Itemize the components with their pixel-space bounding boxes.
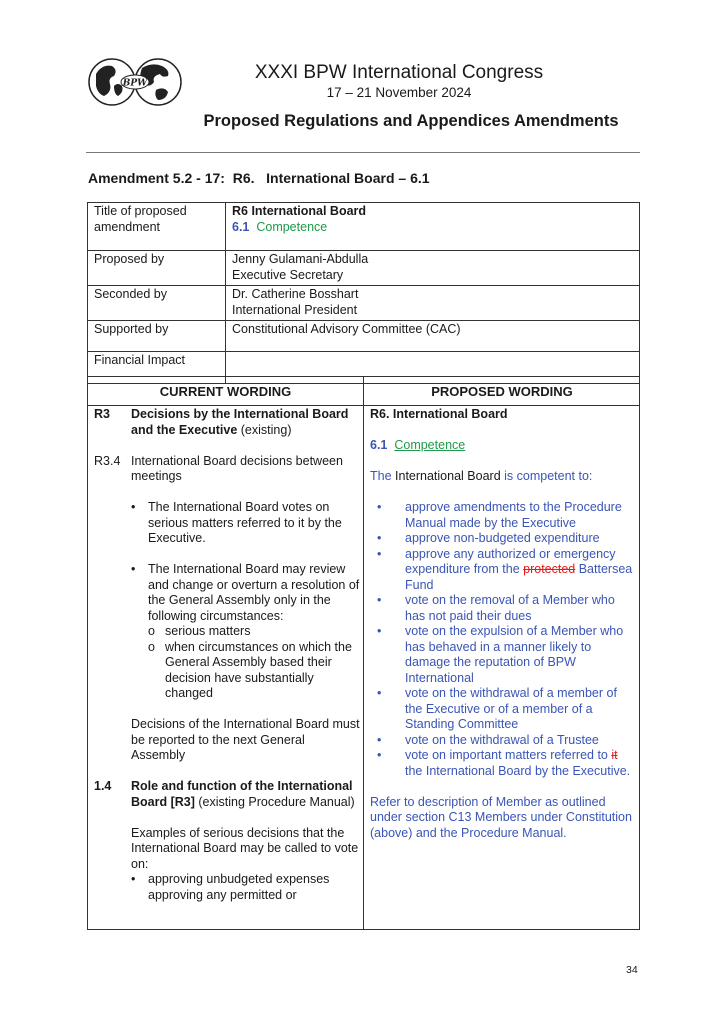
sub-list-item: o serious matters bbox=[148, 624, 251, 638]
title-value bbox=[226, 203, 640, 251]
supported-value: Constitutional Advisory Committee (CAC) bbox=[226, 321, 640, 352]
logo-text: BPW bbox=[122, 78, 148, 89]
list-item: • The International Board may review and change or overturn a resolution of the General Assembly only in the following circumstances: bbox=[131, 562, 360, 623]
seconded-value bbox=[226, 286, 640, 321]
list-item: • vote on the removal of a Member who has not paid their dues bbox=[377, 593, 615, 623]
examples-paragraph: Examples of serious decisions that the International Board may be called to vote on: bbox=[131, 825, 359, 871]
list-item: • approving unbudgeted expenses approving any permitted or bbox=[131, 872, 330, 902]
list-item: • vote on important matters referred to it the International Board by the Executive. bbox=[377, 748, 631, 778]
r6-heading: R6. International Board bbox=[370, 407, 508, 421]
s14-title: Role and function of the International Board [R3] bbox=[131, 779, 353, 809]
current-wording-column bbox=[94, 407, 360, 903]
proposed-role: Executive Secretary bbox=[232, 267, 344, 282]
page-number: 34 bbox=[626, 964, 638, 976]
supported-label: Supported by bbox=[88, 321, 226, 352]
financial-label: Financial Impact bbox=[88, 352, 226, 384]
list-item: • approve amendments to the Procedure Manual made by the Executive bbox=[377, 500, 622, 530]
column-divider bbox=[363, 377, 364, 929]
intro-line: The International Board is competent to: bbox=[370, 469, 593, 483]
list-item: • vote on the withdrawal of a member of the Executive or of a member of a Standing Committee bbox=[377, 686, 617, 731]
r34-heading bbox=[94, 454, 360, 485]
s14-heading bbox=[94, 779, 360, 810]
refer-paragraph: Refer to description of Member as outlined under section C13 Members under Constitution (above) and the Procedure Manual. bbox=[370, 794, 632, 840]
title-section-number: 6.1 bbox=[232, 219, 250, 234]
decisions-paragraph: Decisions of the International Board must be reported to the next General Assembly bbox=[131, 717, 360, 762]
current-wording-header: CURRENT WORDING bbox=[159, 384, 292, 399]
struck-text: protected bbox=[523, 562, 576, 576]
list-item: • vote on the withdrawal of a Trustee bbox=[377, 732, 599, 747]
s61-number: 6.1 bbox=[370, 438, 388, 452]
proposed-wording-header: PROPOSED WORDING bbox=[431, 384, 573, 399]
r3-title: Decisions by the International Board and the Executive bbox=[131, 407, 349, 437]
congress-dates: 17 – 21 November 2024 bbox=[326, 85, 472, 100]
title-section-text: Competence bbox=[256, 219, 328, 234]
congress-title: XXXI BPW International Congress bbox=[254, 62, 544, 83]
seconded-name: Dr. Catherine Bosshart bbox=[232, 287, 359, 301]
list-item: • approve any authorized or emergency expenditure from the protected Battersea Fund bbox=[377, 546, 633, 592]
amendment-info-table bbox=[87, 202, 640, 384]
amendment-heading: Amendment 5.2 - 17: R6. International Board – 6.1 bbox=[88, 170, 430, 186]
sub-list-item: o when circumstances on which the General Assembly based their decision have substantially changed bbox=[148, 639, 352, 700]
struck-text: it bbox=[611, 748, 618, 762]
list-item: • vote on the expulsion of a Member who has behaved in a manner likely to damage the reputation of BPW International bbox=[377, 624, 624, 685]
header-divider bbox=[86, 152, 640, 153]
list-item: • The International Board votes on serious matters referred to it by the Executive. bbox=[131, 500, 342, 545]
s14-existing: (existing Procedure Manual) bbox=[194, 794, 355, 809]
r34-number: R3.4 bbox=[94, 453, 121, 468]
header-row-divider bbox=[88, 405, 639, 406]
title-label: Title of proposed amendment bbox=[88, 203, 226, 251]
r3-existing: (existing) bbox=[237, 422, 292, 437]
proposed-name: Jenny Gulamani-Abdulla bbox=[232, 252, 369, 266]
title-line1: R6 International Board bbox=[232, 204, 367, 218]
proposed-label: Proposed by bbox=[88, 251, 226, 286]
seconded-role: International President bbox=[232, 302, 358, 317]
seconded-label: Seconded by bbox=[88, 286, 226, 321]
list-item: • approve non-budgeted expenditure bbox=[377, 531, 600, 545]
r3-number: R3 bbox=[94, 407, 110, 421]
document-subtitle: Proposed Regulations and Appendices Amendments bbox=[203, 112, 619, 130]
wording-comparison-table bbox=[87, 376, 640, 930]
proposed-value bbox=[226, 251, 640, 286]
bpw-globe-logo bbox=[86, 56, 186, 108]
s61-text: Competence bbox=[394, 438, 466, 452]
s14-number: 1.4 bbox=[94, 779, 112, 793]
r34-text: International Board decisions between meetings bbox=[131, 453, 343, 483]
proposed-wording-column bbox=[370, 407, 635, 841]
r3-heading bbox=[94, 407, 360, 438]
